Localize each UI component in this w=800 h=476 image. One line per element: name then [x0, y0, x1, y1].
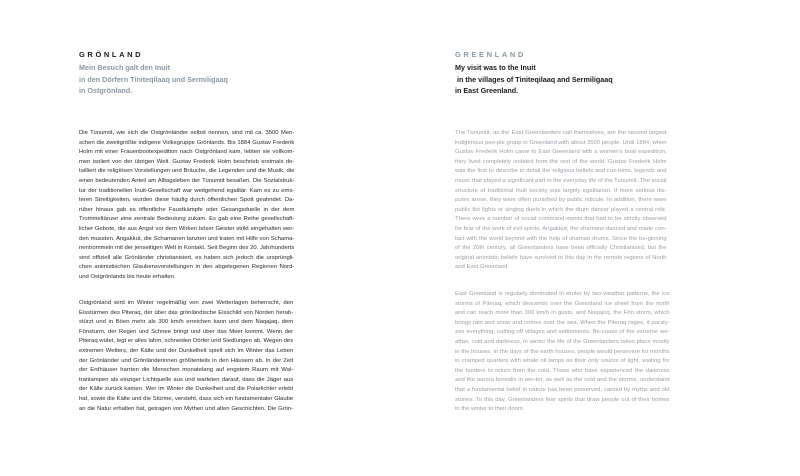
- text-line: The Tunumiit, as the East Greenlanders call themselves, are the second largest: [455, 130, 667, 136]
- text-line: Die Tunumiit, wie sich die Ostgrönländer selbst nennen, sind mit ca. 3500 Men-: [79, 130, 295, 136]
- text-line: of the 20th century, all Greenlanders have been officially Christianized, but the: [455, 245, 667, 252]
- text-line: the hunters to return from the cold. Those who have experienced the darkness: [455, 367, 670, 374]
- text-line: East Greenland is regularly dominated in winter by two weather patterns, the ice: [455, 291, 670, 297]
- text-line: chen animistischen Glaubensvorstellungen in den abgelegenen Regionen Nord-: [79, 264, 295, 271]
- text-line: und Ostgrönlands bis heute erhalten.: [79, 273, 176, 280]
- text-line: public fist fights or singing duels in which the drum dancer played a central role.: [455, 206, 667, 213]
- subtitle: [79, 62, 228, 97]
- text-line: structure of traditional Inuit society was largely egalitarian. If more serious dis-: [455, 187, 667, 194]
- text-line: Holm mit einer Frauenbootexpedition nach Ostgrönland kam, lebten sie vollkom-: [79, 149, 295, 156]
- text-line: nentrommeln mit der jenseitigen Welt in Kontakt. Seit Beginn des 20. Jahrhunderts: [79, 245, 295, 252]
- text-line: ather, cold and darkness, in winter the life of the Greenlanders takes place mostly: [455, 338, 670, 345]
- text-line: tranlampen als einziger Lichtquelle aus und warteten darauf, dass die Jäger aus: [79, 376, 294, 383]
- subtitle-line: in East Greenland.: [455, 86, 519, 95]
- text-line: There were a number of social command-ments that had to be strictly observed: [455, 216, 667, 223]
- text-line: zes everything, cutting off villages and settlements. Be-cause of the extreme we-: [455, 329, 670, 336]
- text-line: der Erdhäuser harrten die Menschen monatelang auf engstem Raum mit Wal-: [79, 367, 294, 374]
- text-line: brings rain and snow and comes over the sea. When the Piteraq rages, it paraly-: [455, 319, 670, 326]
- text-line: rüber hinaus gab es öffentliche Faustkämpfe oder Gesangsduelle in der dem: [79, 206, 295, 213]
- text-line: Ostgrönland wird im Winter regelmäßig von zwei Wetterlagen beherrscht, den: [79, 300, 294, 306]
- text-line: and East Greenland.: [455, 264, 510, 271]
- section-kicker: GRÖNLAND: [79, 50, 144, 59]
- subtitle: [455, 62, 613, 97]
- text-line: hat, sowie die Kälte und die Stürme, versteht, dass sich ein fundamentaler Glaube: [79, 395, 294, 402]
- subtitle-line: in the villages of Tiniteqilaaq and Sermiligaaq: [455, 74, 613, 84]
- text-line: in the houses. In the days of the earth houses, people would persevere for months: [455, 348, 670, 355]
- text-line: einen bedeutenden Anteil am Alltagsleben der Tunumiit besaßen. Die Sozialstruk-: [79, 177, 295, 184]
- text-line: men isoliert von der übrigen Welt. Gustav Frederik Holm beschrieb erstmals de-: [79, 158, 295, 165]
- body-paragraph: [79, 299, 293, 414]
- subtitle-line: in den Dörfern Tiniteqilaaq und Sermiligaaq: [79, 74, 228, 84]
- body-paragraph: [455, 129, 667, 273]
- text-line: for fear of the work of evil spirits. Angakkut, the shamans danced and made con-: [455, 225, 667, 232]
- text-line: tur der traditionellen Inuit-Gesellschaft war weitgehend egalitär. Kam es zu ems-: [79, 187, 295, 194]
- text-line: stürzt und in Böen mehr als 300 km/h erreichen kann und dem Naqajaq, dem: [79, 319, 294, 326]
- text-line: was the first to describe in detail the religious beliefs and cus-toms, legends and: [455, 168, 667, 175]
- text-line: tailliert die religiösen Vorstellungen und Bräuche, die Legenden und die Musik, die: [79, 168, 295, 175]
- text-line: indigenous peo-ple group in Greenland with about 3500 people. Until 1884, when: [455, 139, 667, 146]
- section-kicker: GREENLAND: [455, 50, 526, 59]
- text-line: licher Gebote, die aus Angst vor dem Wirken böser Geister strikt eingehalten wer-: [79, 225, 295, 232]
- text-line: den mussten. Angakkut, die Schamanen tanzten und traten mit Hilfe von Schama-: [79, 235, 295, 242]
- text-line: that a fundamental belief in nature has been preserved, carried by myths and old: [455, 386, 670, 393]
- text-line: original animistic beliefs have survived to this day in the remote regions of North: [455, 254, 667, 261]
- text-line: an die Natur erhalten hat, getragen von Mythen und alten Geschichten. Die Grön-: [79, 405, 294, 412]
- text-line: music that played a significant part in the everyday life of the Tunumiit. The social: [455, 177, 667, 184]
- subtitle-line: Mein Besuch galt den Inuit: [79, 63, 171, 72]
- text-line: Fönsturm, der Regen und Schnee bringt und über das Meer kommt. Wenn der: [79, 328, 294, 335]
- text-line: Eisstürmen des Piteraq, der über das grönländische Eisschild von Norden herab-: [79, 309, 294, 316]
- text-line: in the winter to their doom.: [455, 406, 525, 413]
- text-line: storms of Piteraq, which descends over the Greenland ice sheet from the north: [455, 300, 670, 307]
- body-paragraph: [79, 129, 294, 283]
- text-line: putes arose, they were often punished by public ridicule. In addition, there were: [455, 197, 667, 204]
- text-line: der Grönländer und Grönländerinnen größtenteils in den Häusern ab. In der Zeit: [79, 357, 294, 364]
- text-line: and the aurora borealis in win-ter, as well as the cold and the storms, understand: [455, 377, 670, 384]
- subtitle-line: in Ostgrönland.: [79, 86, 133, 95]
- text-line: they lived completely isolated from the rest of the world. Gustav Frederik Holm: [455, 158, 667, 165]
- text-line: tact with the world beyond with the help of shaman drums. Since the be-ginning: [455, 235, 667, 242]
- text-line: Piteraq wütet, legt er alles lahm, schneiden Dörfer und Siedlungen ab. Wegen des: [79, 338, 294, 345]
- text-line: stories. To this day, Greenlanders fear spirits that draw people out of their homes: [455, 396, 670, 403]
- text-line: and can reach more than 300 km/h in gusts, and Noqajoq, the Fön storm, which: [455, 310, 670, 317]
- text-line: der Kälte zurück kamen. Wer im Winter die Dunkelheit und die Polarlichter erlebt: [79, 386, 294, 393]
- text-line: extremen Wetters, der Kälte und der Dunkelheit spielt sich im Winter das Leben: [79, 347, 294, 354]
- right-page-english: [400, 0, 800, 476]
- text-line: schen die zweitgrößte indigene Volksgruppe Grönlands. Bis 1884 Gustav Frederik: [79, 139, 295, 146]
- text-line: Trommeltänzer eine zentrale Bedeutung zukam. Es gab eine Reihe gesellschaft-: [79, 216, 295, 223]
- text-line: in cramped quarters with whale oil lamps as their only source of light, waiting for: [455, 358, 670, 365]
- text-line: sind offiziell alle Grönländer christianisiert, es haben sich jedoch die ursprüngli-: [79, 254, 295, 261]
- body-paragraph: [455, 290, 670, 415]
- text-line: teren Streitigkeiten, wurden diese häufig durch öffentlichen Spott geahndet. Da-: [79, 197, 295, 204]
- text-line: Gustav Frederik Holm came to East Greenland with a women's boat expedition,: [455, 149, 667, 156]
- subtitle-line: My visit was to the Inuit: [455, 63, 536, 72]
